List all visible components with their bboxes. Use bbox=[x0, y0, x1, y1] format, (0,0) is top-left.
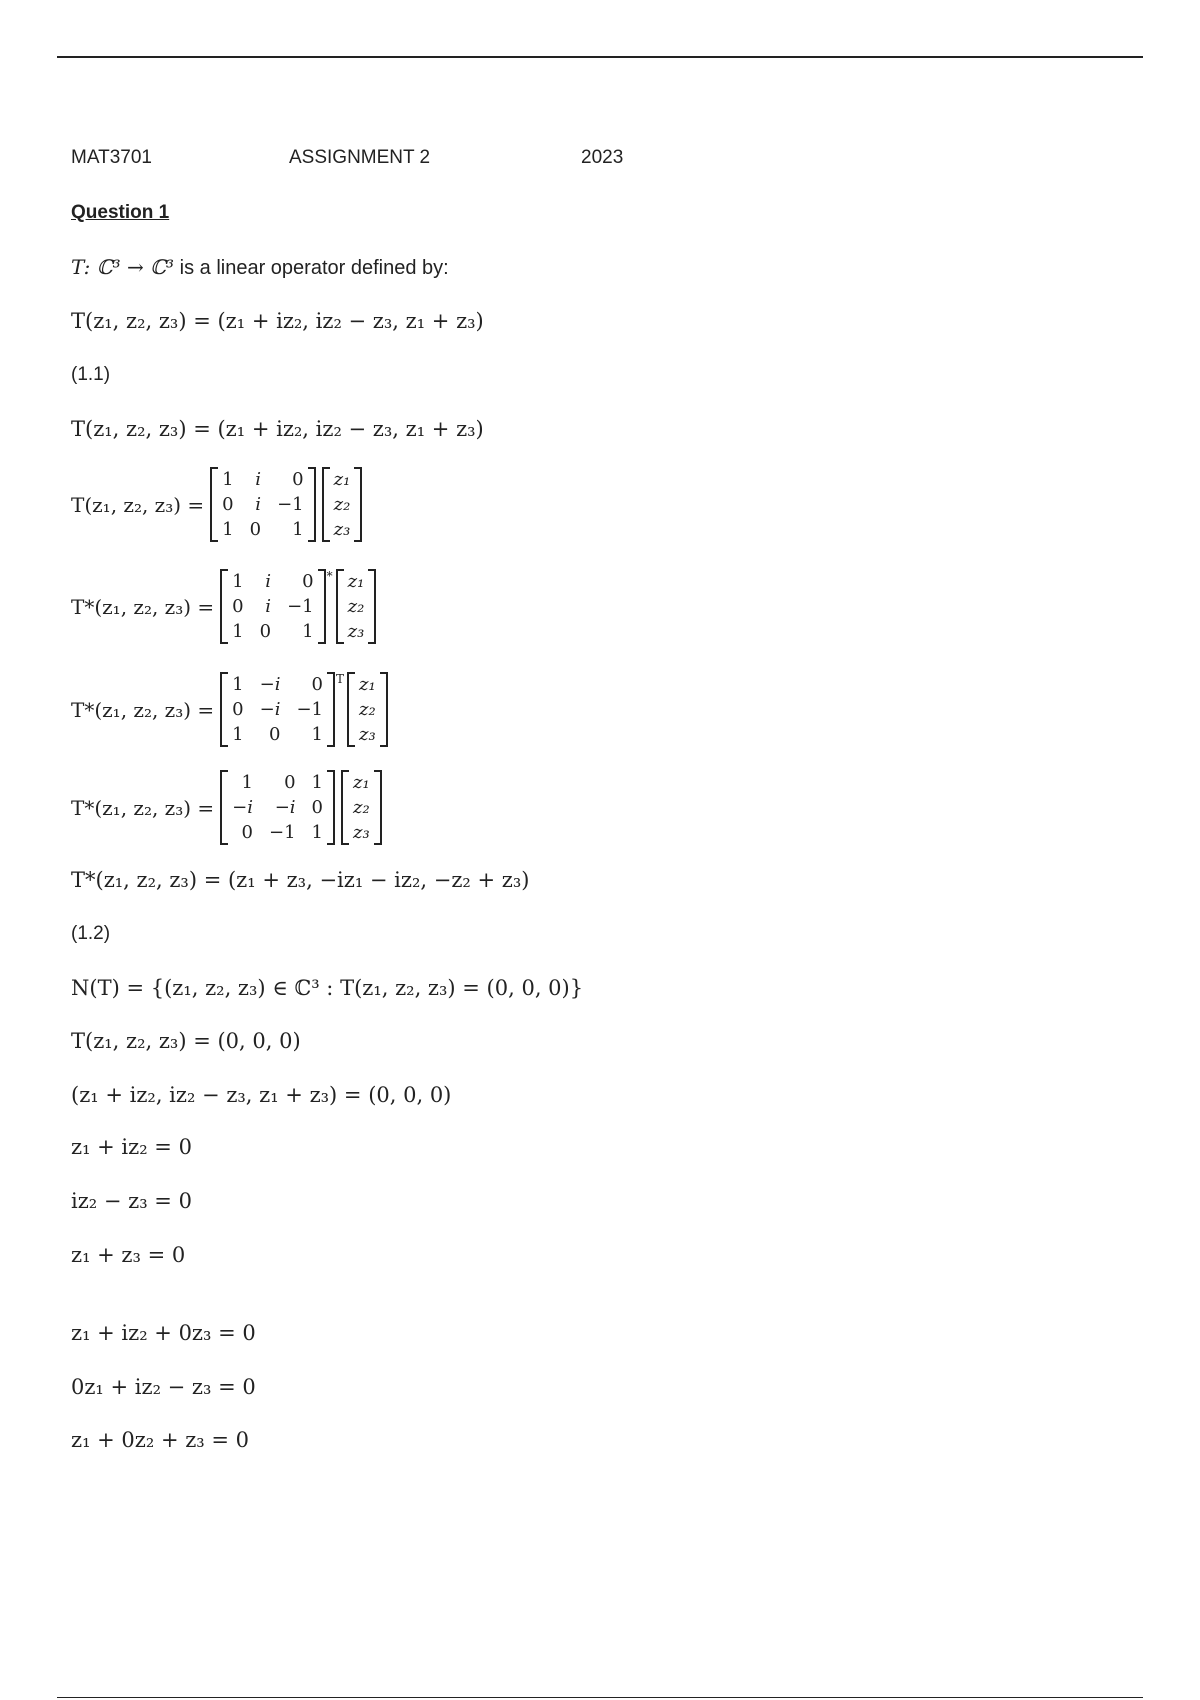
transpose-superscript: T bbox=[336, 672, 345, 686]
equation-line: z₁ + iz₂ = 0 bbox=[71, 1135, 192, 1159]
z-vector bbox=[336, 569, 377, 644]
matrix-entry-r1c3: 0 bbox=[302, 571, 314, 592]
intro-line bbox=[71, 255, 449, 280]
equation-line: 0z₁ + iz₂ − z₃ = 0 bbox=[71, 1375, 256, 1399]
matrix-entry-r3c2: 0 bbox=[269, 724, 281, 745]
matrix-entry-r1c1: 1 bbox=[241, 772, 253, 793]
matrix-A-conjugate bbox=[220, 672, 335, 747]
z-vector bbox=[341, 770, 382, 845]
matrix-equation-3 bbox=[71, 672, 388, 747]
matrix-entry-r1c3: 1 bbox=[311, 772, 323, 793]
part-1-1-label: (1.1) bbox=[71, 364, 111, 385]
bottom-rule bbox=[57, 1697, 1143, 1698]
matrix-entry-r2c2: i bbox=[265, 596, 272, 617]
intro-text: is a linear operator defined by: bbox=[174, 257, 449, 279]
vector-entry-1: z₁ bbox=[359, 674, 376, 695]
matrix-entry-r2c2: −i bbox=[259, 699, 281, 720]
matrix-equation-2 bbox=[71, 569, 376, 644]
matrix-entry-r3c1: 1 bbox=[232, 621, 244, 642]
year: 2023 bbox=[581, 147, 624, 168]
matrix-entry-r2c1: 0 bbox=[222, 494, 234, 515]
z-vector-grid bbox=[355, 672, 380, 747]
matrix-entry-r1c2: 0 bbox=[284, 772, 296, 793]
definition-equation: T(z₁, z₂, z₃) = (z₁ + iz₂, iz₂ − z₃, z₁ + z₃) bbox=[71, 309, 484, 333]
vector-entry-2: z₂ bbox=[359, 699, 376, 720]
matrix-entry-r2c2: −i bbox=[274, 797, 296, 818]
top-rule bbox=[57, 56, 1143, 58]
matrix-lhs: T*(z₁, z₂, z₃) = bbox=[71, 594, 215, 619]
matrix-A bbox=[220, 569, 325, 644]
matrix-entry-r3c2: 0 bbox=[249, 519, 262, 540]
z-vector-grid bbox=[349, 770, 374, 845]
matrix-entry-r1c3: 0 bbox=[292, 469, 304, 490]
matrix-lhs: T(z₁, z₂, z₃) = bbox=[71, 492, 205, 517]
question-title: Question 1 bbox=[71, 202, 170, 223]
matrix-entry-r3c2: −1 bbox=[269, 822, 296, 843]
matrix-entry-r1c1: 1 bbox=[232, 571, 244, 592]
matrix-entry-r3c1: 0 bbox=[241, 822, 253, 843]
matrix-entry-r3c2: 0 bbox=[259, 621, 272, 642]
matrix-entry-r1c1: 1 bbox=[232, 674, 244, 695]
intro-map: T: ℂ³ → ℂ³ bbox=[71, 255, 175, 279]
vector-entry-1: z₁ bbox=[347, 571, 365, 592]
equation-line: iz₂ − z₃ = 0 bbox=[71, 1189, 192, 1213]
matrix-entry-r3c3: 1 bbox=[311, 724, 323, 745]
vector-entry-2: z₂ bbox=[353, 797, 370, 818]
matrix-entry-r3c3: 1 bbox=[292, 519, 304, 540]
matrix-A-grid bbox=[218, 467, 307, 542]
vector-entry-1: z₁ bbox=[333, 469, 351, 490]
z-vector bbox=[347, 672, 388, 747]
vector-entry-3: z₃ bbox=[333, 519, 351, 540]
vector-entry-2: z₂ bbox=[333, 494, 351, 515]
z-vector-grid bbox=[330, 467, 355, 542]
equation-line: z₁ + 0z₂ + z₃ = 0 bbox=[71, 1428, 250, 1452]
matrix-entry-r1c2: i bbox=[255, 469, 262, 490]
matrix-entry-r3c3: 1 bbox=[302, 621, 314, 642]
assignment-title: ASSIGNMENT 2 bbox=[289, 147, 431, 168]
matrix-A-conjugate-grid bbox=[228, 672, 327, 747]
null-space-definition: N(T) = {(z₁, z₂, z₃) ∈ ℂ³ : T(z₁, z₂, z₃) = (0, 0, 0)} bbox=[71, 976, 584, 1000]
matrix-entry-r1c2: i bbox=[265, 571, 272, 592]
matrix-entry-r2c3: −1 bbox=[296, 699, 323, 720]
vector-entry-2: z₂ bbox=[347, 596, 365, 617]
adjoint-result: T*(z₁, z₂, z₃) = (z₁ + z₃, −iz₁ − iz₂, −z₂ + z₃) bbox=[71, 868, 530, 892]
restated-definition: T(z₁, z₂, z₃) = (z₁ + iz₂, iz₂ − z₃, z₁ + z₃) bbox=[71, 417, 484, 441]
equation-line: T(z₁, z₂, z₃) = (0, 0, 0) bbox=[71, 1029, 301, 1053]
matrix-entry-r2c2: i bbox=[255, 494, 262, 515]
matrix-entry-r1c2: −i bbox=[259, 674, 281, 695]
equation-line: (z₁ + iz₂, iz₂ − z₃, z₁ + z₃) = (0, 0, 0) bbox=[71, 1083, 452, 1107]
matrix-A-conjugate-transpose bbox=[220, 770, 335, 845]
adjoint-superscript: * bbox=[326, 569, 333, 583]
matrix-entry-r1c1: 1 bbox=[222, 469, 234, 490]
vector-entry-3: z₃ bbox=[353, 822, 370, 843]
matrix-entry-r3c1: 1 bbox=[232, 724, 244, 745]
matrix-entry-r2c3: 0 bbox=[311, 797, 323, 818]
matrix-entry-r2c1: 0 bbox=[232, 699, 244, 720]
vector-entry-3: z₃ bbox=[347, 621, 365, 642]
matrix-lhs: T*(z₁, z₂, z₃) = bbox=[71, 697, 215, 722]
vector-entry-1: z₁ bbox=[353, 772, 370, 793]
matrix-entry-r3c3: 1 bbox=[311, 822, 323, 843]
matrix-A bbox=[210, 467, 315, 542]
equation-line: z₁ + iz₂ + 0z₃ = 0 bbox=[71, 1321, 256, 1345]
matrix-A-grid bbox=[228, 569, 317, 644]
matrix-equation-1 bbox=[71, 467, 362, 542]
z-vector bbox=[322, 467, 363, 542]
matrix-entry-r2c1: −i bbox=[232, 797, 253, 818]
matrix-equation-4 bbox=[71, 770, 382, 845]
matrix-entry-r2c3: −1 bbox=[277, 494, 304, 515]
matrix-entry-r3c1: 1 bbox=[222, 519, 234, 540]
matrix-entry-r1c3: 0 bbox=[311, 674, 323, 695]
vector-entry-3: z₃ bbox=[359, 724, 376, 745]
part-1-2-label: (1.2) bbox=[71, 923, 111, 944]
equation-line: z₁ + z₃ = 0 bbox=[71, 1243, 186, 1267]
matrix-A-conjugate-transpose-grid bbox=[228, 770, 327, 845]
z-vector-grid bbox=[344, 569, 369, 644]
matrix-entry-r2c3: −1 bbox=[287, 596, 314, 617]
matrix-lhs: T*(z₁, z₂, z₃) = bbox=[71, 795, 215, 820]
matrix-entry-r2c1: 0 bbox=[232, 596, 244, 617]
course-code: MAT3701 bbox=[71, 147, 152, 168]
